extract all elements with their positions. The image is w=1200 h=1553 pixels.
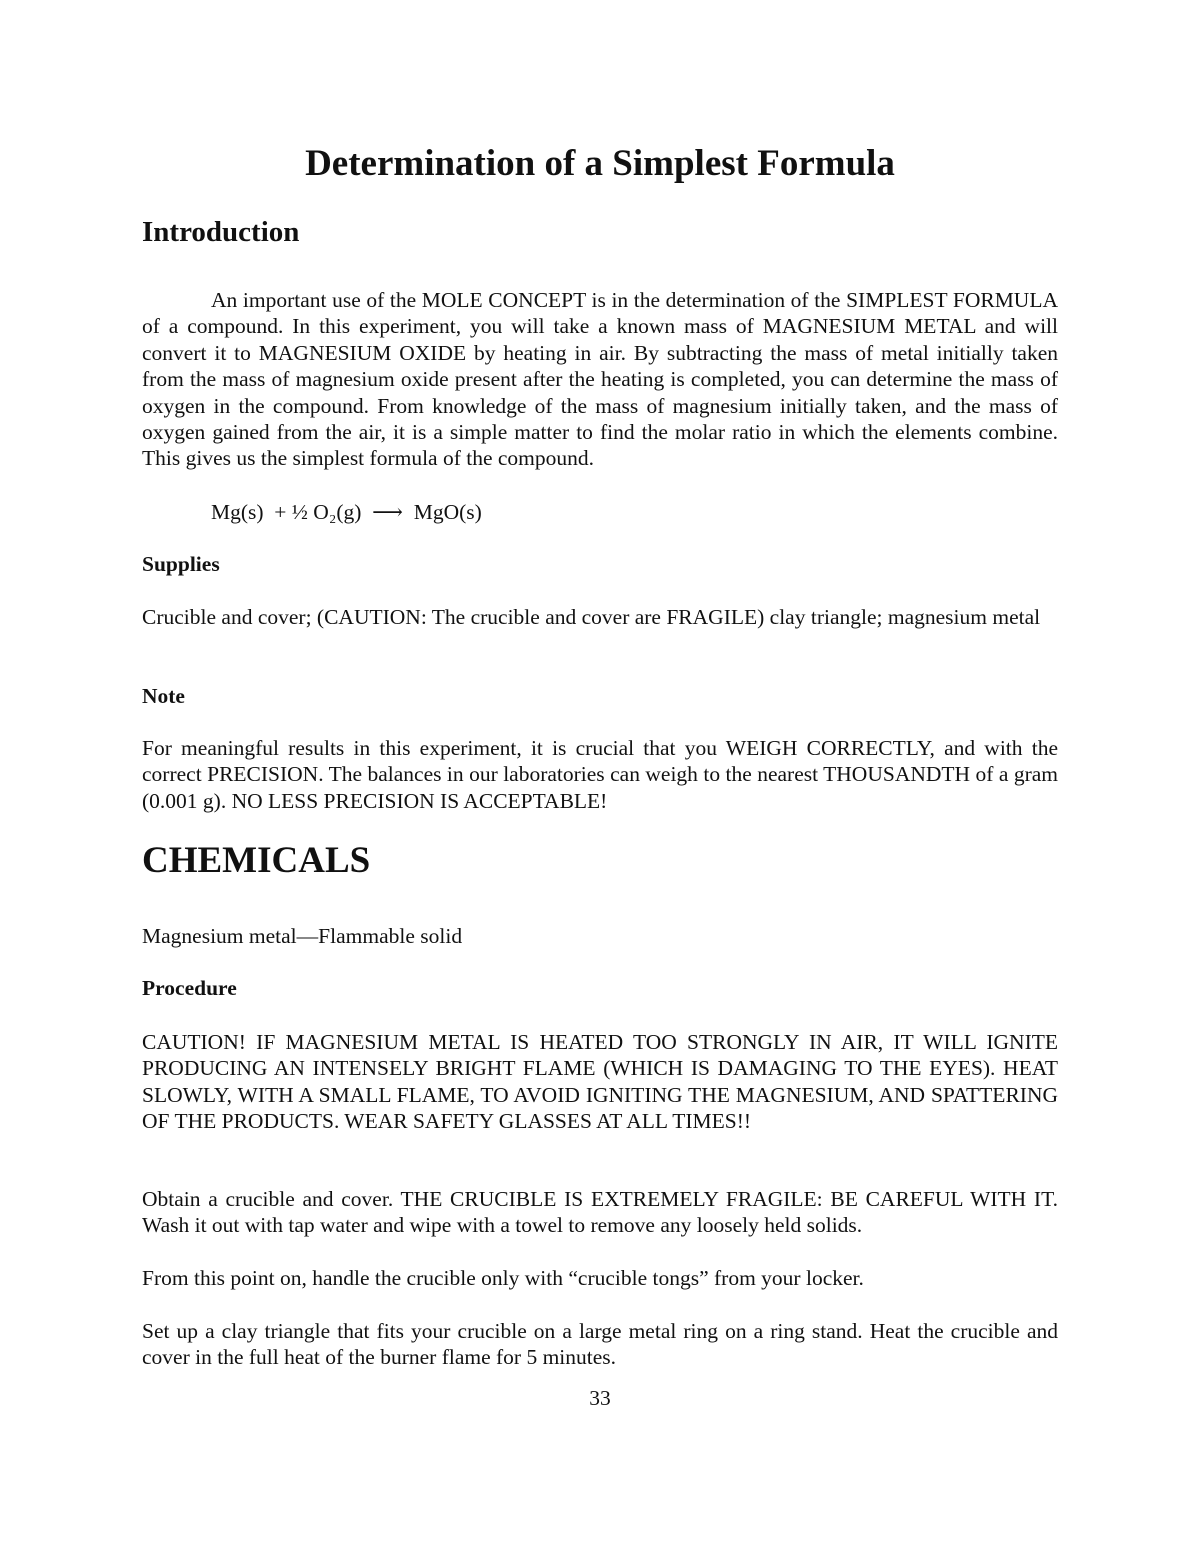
procedure-caution: CAUTION! IF MAGNESIUM METAL IS HEATED TOO STRONGLY IN AIR, IT WILL IGNITE PRODUCING AN INTENSELY BRIGHT FLAME (WHICH IS DAMAGING TO THE EYES). HEAT SLOWLY, WITH A SMALL FLAME, TO AVOID IGNITING THE MAGNESIUM, AND SPATTERING OF THE PRODUCTS. WEAR SAFETY GLASSES AT ALL TIMES!! [142,1030,1058,1134]
reaction-equation: Mg(s) + ½ O₂(g) ⟶ MgO(s) [211,500,482,524]
procedure-step-1: Obtain a crucible and cover. THE CRUCIBLE IS EXTREMELY FRAGILE: BE CAREFUL WITH IT. Wash it out with tap water and wipe with a towel to remove any loosely held solids. [142,1187,1058,1238]
supplies-heading: Supplies [142,552,220,576]
page-number: 33 [589,1386,611,1410]
note-text: For meaningful results in this experiment, it is crucial that you WEIGH CORRECTLY, and with the correct PRECISION. The balances in our laboratories can weigh to the nearest THOUSANDTH of a gram (0.001 g). NO LESS PRECISION IS ACCEPTABLE! [142,736,1058,813]
chemicals-text: Magnesium metal—Flammable solid [142,924,463,948]
note-heading: Note [142,684,185,708]
introduction-heading: Introduction [142,216,300,248]
procedure-step-3: Set up a clay triangle that fits your crucible on a large metal ring on a ring stand. Heat the crucible and cover in the full heat of the burner flame for 5 minutes. [142,1319,1058,1370]
chemicals-heading: CHEMICALS [142,840,371,881]
supplies-text: Crucible and cover; (CAUTION: The crucible and cover are FRAGILE) clay triangle; magnesium metal [142,605,1041,629]
procedure-heading: Procedure [142,976,237,1000]
document-title: Determination of a Simplest Formula [305,143,895,184]
procedure-step-2: From this point on, handle the crucible only with “crucible tongs” from your locker. [142,1266,864,1290]
introduction-paragraph: An important use of the MOLE CONCEPT is in the determination of the SIMPLEST FORMULA of a compound. In this experiment, you will take a known mass of MAGNESIUM METAL and will convert it to MAGNESIUM OXIDE by heating in air. By subtracting the mass of metal initially taken from the mass of magnesium oxide present after the heating is completed, you can determine the mass of oxygen in the compound. From knowledge of the mass of magnesium initially taken, and the mass of oxygen gained from the air, it is a simple matter to find the molar ratio in which the elements combine. This gives us the simplest formula of the compound. [142,288,1058,471]
